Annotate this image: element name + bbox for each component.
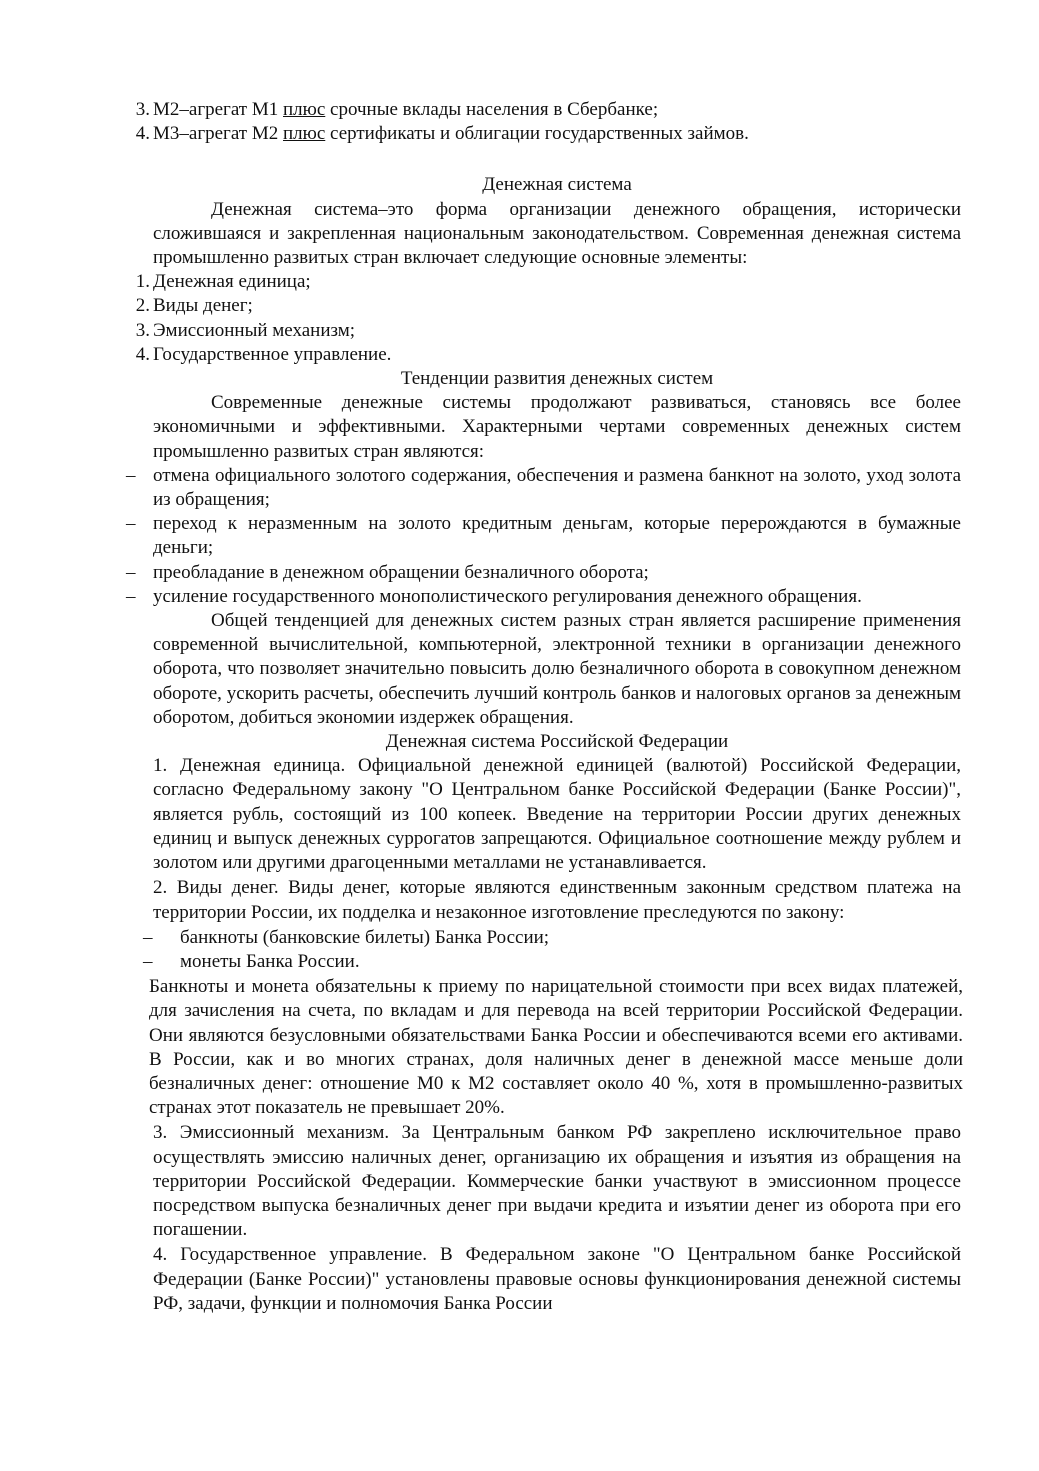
underlined-word: плюс [283,123,326,145]
dash-bullet: – [126,561,136,583]
dash-bullet: – [126,585,136,607]
section-heading: Тенденции развития денежных систем [400,368,714,390]
list-text: сертификаты и облигации государственных займов. [325,123,749,145]
paragraph: 4. Государственное управление. В Федеральном законе "О Центральном банке Российской Федерации (Банке России)" установлены правовые основы функционирования денежной системы РФ, задачи, функции и полномочия Банка России [153,1244,961,1314]
bullet-text: преобладание в денежном обращении безналичного оборота; [153,561,649,583]
paragraph: 2. Виды денег. Виды денег, которые являются единственным законным средством платежа на территории России, их подделка и незаконное изготовление преследуются по закону: [153,877,961,923]
bullet-item [126,561,961,585]
bullet-item [143,926,961,950]
list-number: 3. [135,99,150,120]
list-text: М2–агрегат М1 [153,99,283,120]
dash-bullet: – [126,464,136,486]
list-item [135,98,961,122]
list-text: Денежная единица; [153,271,311,293]
bullet-text: банкноты (банковские билеты) Банка России; [180,926,550,948]
list-number: 4. [135,123,150,145]
list-number: 3. [135,319,150,341]
paragraph: 3. Эмиссионный механизм. За Центральным банком РФ закреплено исключительное право осуществлять эмиссию наличных денег, организацию их обращения и изъятия из обращения на территории Российской Федерации. Коммерческие банки участвуют в эмиссионном процессе посредством выпуска безналичных денег при выдачи кредита и изъятии денег из оборота при его погашении. [153,1122,961,1241]
list-text: Государственное управление. [153,343,392,365]
list-text: срочные вклады населения в Сбербанке; [325,99,659,120]
bullet-item [126,512,961,560]
dash-bullet: – [126,513,136,535]
paragraph: Общей тенденцией для денежных систем разных стран является расширение применения современной вычислительной, компьютерной, электронной техники в организации денежного оборота, что позволяет значительно повысить долю безналичного оборота в совокупном денежном обороте, ускорить расчеты, обеспечить лучший контроль банков и налоговых органов за денежным оборотом, добиться экономии издержек обращения. [153,610,961,728]
list-number: 4. [135,343,150,365]
section-heading: Денежная система Российской Федерации [385,731,729,753]
bullet-item [126,464,961,512]
list-number: 2. [135,295,150,317]
dash-bullet: – [143,926,153,948]
list-item [135,270,961,294]
list-item [135,294,961,318]
paragraph: Банкноты и монета обязательны к приему по нарицательной стоимости при всех видах платежей, для зачисления на счета, по вкладам и для перевода на всей территории Российской Федерации. Они являются безусловными обязательствами Банка России и обеспечиваются всеми его активами. В России, как и во многих странах, доля наличных денег в денежной массе меньше доли безналичных денег: отношение М0 к М2 составляет около 40 %, хотя в промышленно-развитых странах этот показатель не превышает 20%. [149,976,963,1119]
page-content [126,98,963,1316]
list-text: М3–агрегат М2 [153,123,283,145]
bullet-item [126,585,961,609]
list-text: Виды денег; [153,295,253,317]
bullet-text: переход к неразменным на золото кредитным деньгам, которые перерождаются в бумажные деньги; [153,513,961,559]
paragraph: 1. Денежная единица. Официальной денежной единицей (валютой) Российской Федерации, согласно Федеральному закону "О Центральном банке Российской Федерации (Банке России)", является рубль, состоящий из 100 копеек. Введение на территории России других денежных единиц и выпуск денежных суррогатов запрещаются. Официальное соотношение между рублем и золотом или другими драгоценными металлами не устанавливается. [153,755,961,874]
paragraph: Современные денежные системы продолжают развиваться, становясь все более экономичными и эффективными. Характерными чертами современных денежных систем промышленно развитых стран являются: [153,392,961,462]
bullet-item [143,950,961,974]
list-text: Эмиссионный механизм; [153,319,356,341]
list-item [135,343,961,367]
section-heading: Денежная система [482,174,632,196]
dash-bullet: – [143,950,153,972]
spacer [153,146,961,173]
bullet-text: монеты Банка России. [180,950,360,972]
list-item [135,319,961,343]
bullet-text: отмена официального золотого содержания, обеспечения и размена банкнот на золото, уход золота из обращения; [153,464,961,511]
list-number: 1. [135,271,150,293]
list-item [135,122,961,146]
paragraph: Денежная система–это форма организации денежного обращения, исторически сложившаяся и закрепленная национальным законодательством. Современная денежная система промышленно развитых стран включает следующие основные элементы: [153,198,961,269]
bullet-text: усиление государственного монополистического регулирования денежного обращения. [153,585,862,607]
underlined-word: плюс [283,99,326,120]
